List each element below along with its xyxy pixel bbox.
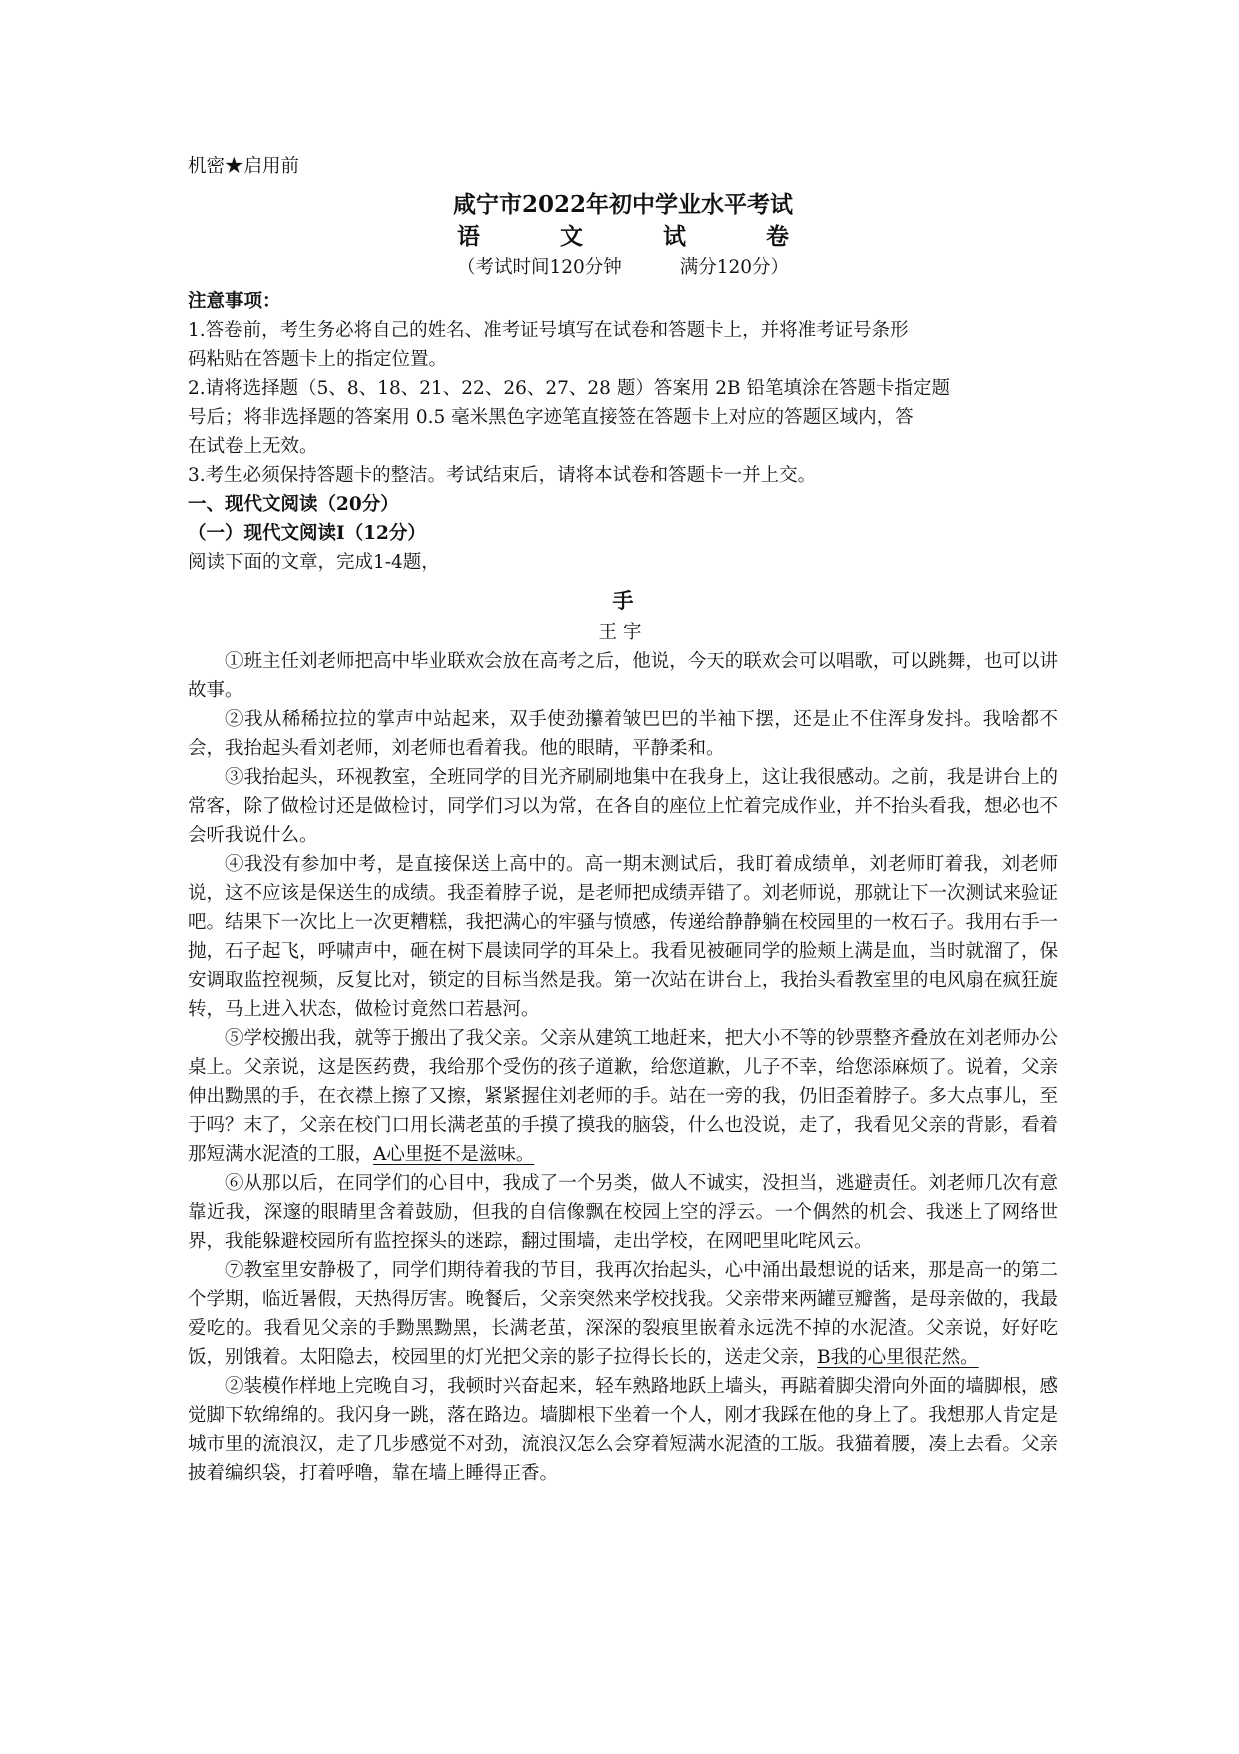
underlined-sentence-b: B我的心里很茫然。 (817, 1347, 979, 1368)
article-paragraph: ②我从稀稀拉拉的掌声中站起来，双手使劲攥着皱巴巴的半袖下摆，还是止不住浑身发抖。我啥都不会，我抬起头看刘老师，刘老师也看着我。他的眼睛，平静柔和。 (188, 709, 1058, 759)
paragraph-text: ⑦教室里安静极了，同学们期待着我的节目，我再次抬起头，心中涌出最想说的话来，那是高一的第二个学期，临近暑假，天热得厉害。晚餐后，父亲突然来学校找我。父亲带来两罐豆瓣酱，是母亲做的，我最爱吃的。我看见父亲的手黝黑黝黑，长满老茧，深深的裂痕里嵌着永远洗不掉的水泥渣。父亲说，好好吃饭，别饿着。太阳隐去，校园里的灯光把父亲的影子拉得长长的，送走父亲， (188, 1260, 1058, 1368)
subject-char: 卷 (766, 223, 789, 250)
section-heading: 一、现代文阅读（20分） (188, 494, 399, 515)
subject-char: 语 (457, 223, 480, 250)
subject-title (188, 221, 1058, 253)
subject-char: 文 (560, 223, 583, 250)
article-paragraph: ①班主任刘老师把高中毕业联欢会放在高考之后，他说，今天的联欢会可以唱歌，可以跳舞，也可以讲故事。 (188, 651, 1058, 701)
exam-duration: （考试时间120分钟 (456, 257, 622, 278)
article-paragraph (188, 1256, 1058, 1372)
reading-instruction: 阅读下面的文章，完成1-4题， (188, 552, 440, 573)
article-paragraph: ③我抬起头，环视教室，全班同学的目光齐刷刷地集中在我身上，这让我很感动。之前，我是讲台上的常客，除了做检讨还是做检讨，同学们习以为常，在各自的座位上忙着完成作业，并不抬头看我，想必也不会听我说什么。 (188, 767, 1058, 846)
article-paragraph: ⑥从那以后，在同学们的心目中，我成了一个另类，做人不诚实，没担当，逃避责任。刘老师几次有意靠近我，深邃的眼睛里含着鼓励，但我的自信像飘在校园上空的浮云。一个偶然的机会、我迷上了网络世界，我能躲避校园所有监控探头的迷踪，翻过围墙，走出学校，在网吧里叱咤风云。 (188, 1173, 1058, 1252)
note-line: 码粘贴在答题卡上的指定位置。 (188, 349, 448, 370)
article-author: 王宇 (598, 622, 648, 643)
exam-full-score: 满分120分） (679, 257, 789, 278)
article-paragraph: ②装模作样地上完晚自习，我顿时兴奋起来，轻车熟路地跃上墙头，再踮着脚尖滑向外面的墙脚根，感觉脚下软绵绵的。我闪身一跳，落在路边。墙脚根下坐着一个人，刚才我踩在他的身上了。我想那人肯定是城市里的流浪汉，走了几步感觉不对劲，流浪汉怎么会穿着短满水泥渣的工版。我猫着腰，凑上去看。父亲披着编织袋，打着呼噜，靠在墙上睡得正香。 (188, 1376, 1058, 1484)
subject-char: 试 (663, 223, 686, 250)
exam-title: 咸宁市2022年初中学业水平考试 (452, 191, 793, 218)
article-paragraph: ④我没有参加中考，是直接保送上高中的。高一期末测试后，我盯着成绩单，刘老师盯着我，刘老师说，这不应该是保送生的成绩。我歪着脖子说，是老师把成绩弄错了。刘老师说，那就让下一次测试来验证吧。结果下一次比上一次更糟糕，我把满心的牢骚与愤感，传递给静静躺在校园里的一枚石子。我用右手一抛，石子起飞，呼啸声中，砸在树下晨读同学的耳朵上。我看见被砸同学的脸颊上满是血，当时就溜了，保安调取监控视频，反复比对，锁定的目标当然是我。第一次站在讲台上，我抬头看教室里的电风扇在疯狂旋转，马上进入状态，做检讨竟然口若悬河。 (188, 854, 1058, 1020)
underlined-sentence-a: A心里挺不是滋味。 (373, 1144, 535, 1165)
page-content (188, 152, 1058, 1488)
article-title: 手 (612, 588, 634, 613)
note-line: 1.答卷前，考生务必将自己的姓名、准考证号填写在试卷和答题卡上，并将准考证号条形 (188, 320, 909, 341)
note-line: 号后；将非选择题的答案用 0.5 毫米黑色字迹笔直接签在答题卡上对应的答题区域内，答 (188, 407, 914, 428)
subsection-heading: （一）现代文阅读Ⅰ（12分） (188, 523, 426, 544)
note-line: 2.请将选择题（5、8、18、21、22、26、27、28 题）答案用 2B 铅笔填涂在答题卡指定题 (188, 378, 950, 399)
exam-meta (188, 253, 1058, 283)
note-line: 3.考生必须保持答题卡的整洁。考试结束后，请将本试卷和答题卡一并上交。 (188, 465, 817, 486)
confidential-label: 机密★启用前 (188, 156, 300, 177)
article-paragraph (188, 1024, 1058, 1169)
paragraph-text: ⑤学校搬出我，就等于搬出了我父亲。父亲从建筑工地赶来，把大小不等的钞票整齐叠放在刘老师办公桌上。父亲说，这是医药费，我给那个受伤的孩子道歉，给您道歉，儿子不幸，给您添麻烦了。说着，父亲伸出黝黑的手，在衣襟上擦了又擦，紧紧握住刘老师的手。站在一旁的我，仍旧歪着脖子。多大点事儿，至于吗？末了，父亲在校门口用长满老茧的手摸了摸我的脑袋，什么也没说，走了，我看见父亲的背影，看着那短满水泥渣的工服， (188, 1028, 1058, 1165)
note-line: 在试卷上无效。 (188, 436, 318, 457)
notes-heading: 注意事项： (188, 291, 281, 312)
